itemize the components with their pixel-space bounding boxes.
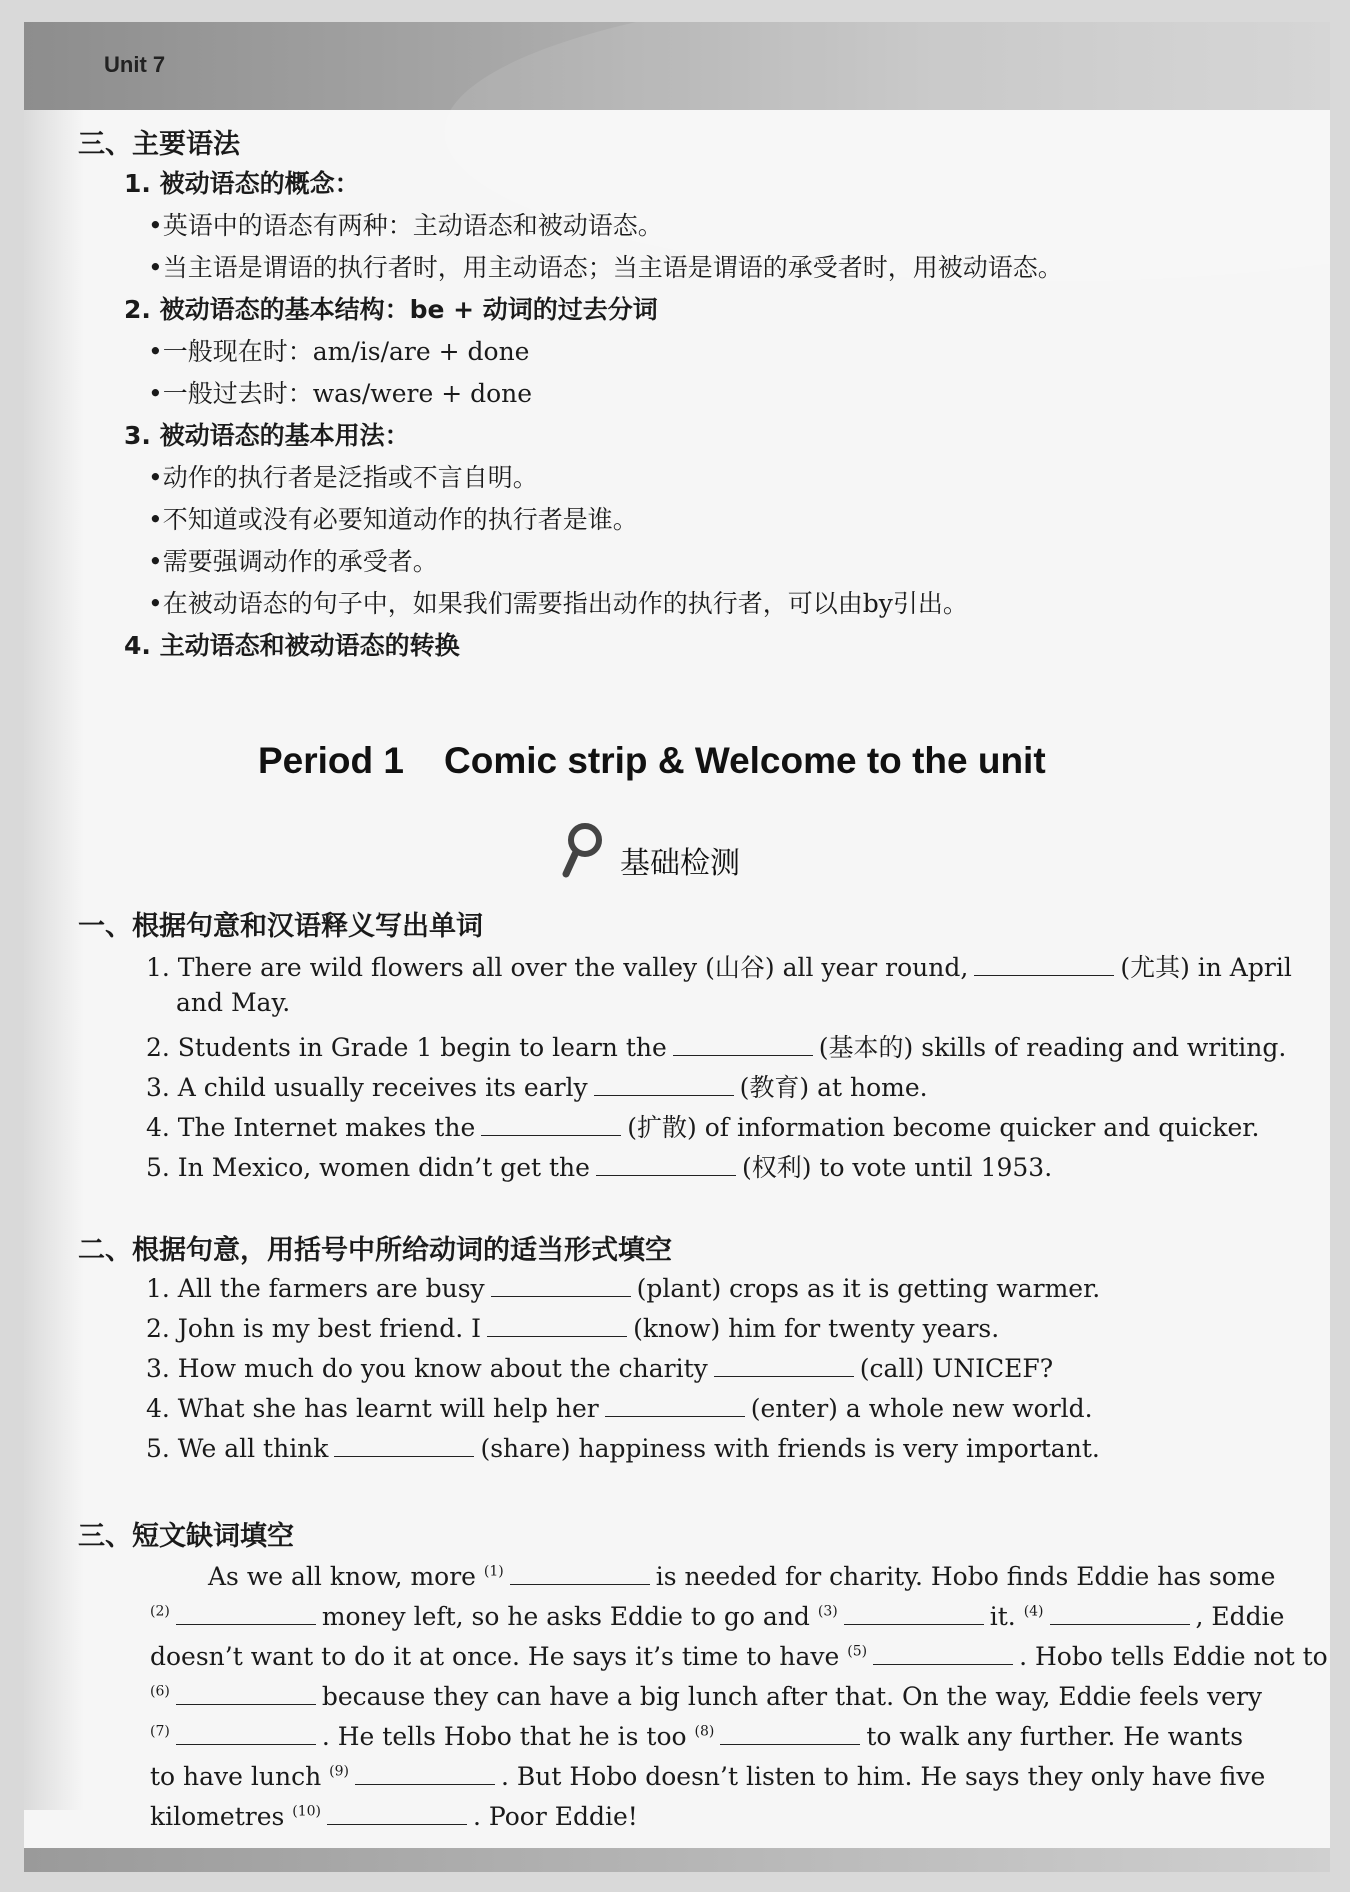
answer-blank[interactable] [844, 1602, 984, 1625]
header-decoration [444, 22, 1330, 282]
grammar-bullet: •一般过去时：was/were + done [148, 379, 533, 408]
period-title: Comic strip & Welcome to the unit [444, 740, 1046, 781]
section1-question-1-cont: and May. [176, 988, 291, 1017]
textbook-page [24, 22, 1330, 1872]
passage-line: $^{(7)}$ . He tells Hobo that he is too $^{(8)}$ to walk any further. He wants [150, 1722, 1244, 1751]
grammar-point-1: 1. 被动语态的概念： [124, 169, 360, 198]
passage-line: $^{(2)}$ money left, so he asks Eddie to go and $^{(3)}$ it. $^{(4)}$ , Eddie [150, 1602, 1285, 1631]
grammar-bullet: •英语中的语态有两种：主动语态和被动语态。 [148, 211, 663, 240]
section3-heading: 三、短文缺词填空 [78, 1521, 294, 1552]
section1-question-3: 3. A child usually receives its early (教育) at home. [146, 1073, 928, 1102]
grammar-bullet: •需要强调动作的承受者。 [148, 547, 438, 576]
passage-line: $^{(6)}$ because they can have a big lunch after that. On the way, Eddie feels very [150, 1682, 1263, 1711]
grammar-point-3: 3. 被动语态的基本用法： [124, 421, 410, 450]
grammar-bullet: •一般现在时：am/is/are + done [148, 337, 530, 366]
section2-question-1: 1. All the farmers are busy (plant) crops as it is getting warmer. [146, 1274, 1101, 1303]
answer-blank[interactable] [873, 1642, 1013, 1665]
grammar-bullet: •在被动语态的句子中，如果我们需要指出动作的执行者，可以由by引出。 [148, 589, 968, 618]
passage-line: kilometres $^{(10)}$ . Poor Eddie! [150, 1802, 638, 1831]
passage-line: doesn’t want to do it at once. He says it’s time to have $^{(5)}$ . Hobo tells Eddie not to [150, 1642, 1328, 1671]
answer-blank[interactable] [176, 1722, 316, 1745]
section1-question-5: 5. In Mexico, women didn’t get the (权利) to vote until 1953. [146, 1153, 1053, 1182]
answer-blank[interactable] [334, 1434, 474, 1457]
answer-blank[interactable] [974, 953, 1114, 976]
grammar-bullet: •当主语是谓语的执行者时，用主动语态；当主语是谓语的承受者时，用被动语态。 [148, 253, 1063, 282]
answer-blank[interactable] [673, 1033, 813, 1056]
section1-question-2: 2. Students in Grade 1 begin to learn the (基本的) skills of reading and writing. [146, 1033, 1287, 1062]
grammar-bullet: •不知道或没有必要知道动作的执行者是谁。 [148, 505, 638, 534]
section1-question-1: 1. There are wild flowers all over the valley (山谷) all year round, (尤其) in April [146, 953, 1292, 982]
section2-question-2: 2. John is my best friend. I (know) him for twenty years. [146, 1314, 1000, 1343]
section1-heading: 一、根据句意和汉语释义写出单词 [78, 911, 483, 942]
grammar-bullet: •动作的执行者是泛指或不言自明。 [148, 463, 538, 492]
answer-blank[interactable] [714, 1354, 854, 1377]
side-shade [24, 110, 84, 1810]
answer-blank[interactable] [355, 1762, 495, 1785]
bottom-band [24, 1848, 1330, 1872]
section2-question-5: 5. We all think (share) happiness with friends is very important. [146, 1434, 1100, 1463]
answer-blank[interactable] [176, 1602, 316, 1625]
grammar-point-2: 2. 被动语态的基本结构：be + 动词的过去分词 [124, 295, 658, 324]
passage-line: As we all know, more $^{(1)}$ is needed for charity. Hobo finds Eddie has some [208, 1562, 1276, 1591]
section1-question-4: 4. The Internet makes the (扩散) of information become quicker and quicker. [146, 1113, 1260, 1142]
unit-label: Unit 7 [104, 52, 166, 77]
answer-blank[interactable] [594, 1073, 734, 1096]
section2-question-4: 4. What she has learnt will help her (enter) a whole new world. [146, 1394, 1093, 1423]
answer-blank[interactable] [487, 1314, 627, 1337]
test-title: 基础检测 [620, 846, 740, 881]
answer-blank[interactable] [327, 1802, 467, 1825]
grammar-point-4: 4. 主动语态和被动语态的转换 [124, 631, 460, 660]
answer-blank[interactable] [1050, 1602, 1190, 1625]
answer-blank[interactable] [491, 1274, 631, 1297]
grammar-heading: 三、主要语法 [78, 129, 240, 160]
section2-heading: 二、根据句意，用括号中所给动词的适当形式填空 [78, 1235, 672, 1266]
answer-blank[interactable] [481, 1113, 621, 1136]
answer-blank[interactable] [176, 1682, 316, 1705]
answer-blank[interactable] [510, 1562, 650, 1585]
magnifier-icon [560, 820, 606, 878]
period-number: Period 1 [258, 740, 404, 781]
section2-question-3: 3. How much do you know about the charity (call) UNICEF? [146, 1354, 1054, 1383]
passage-line: to have lunch $^{(9)}$ . But Hobo doesn’t listen to him. He says they only have five [150, 1762, 1266, 1791]
answer-blank[interactable] [605, 1394, 745, 1417]
answer-blank[interactable] [596, 1153, 736, 1176]
answer-blank[interactable] [720, 1722, 860, 1745]
